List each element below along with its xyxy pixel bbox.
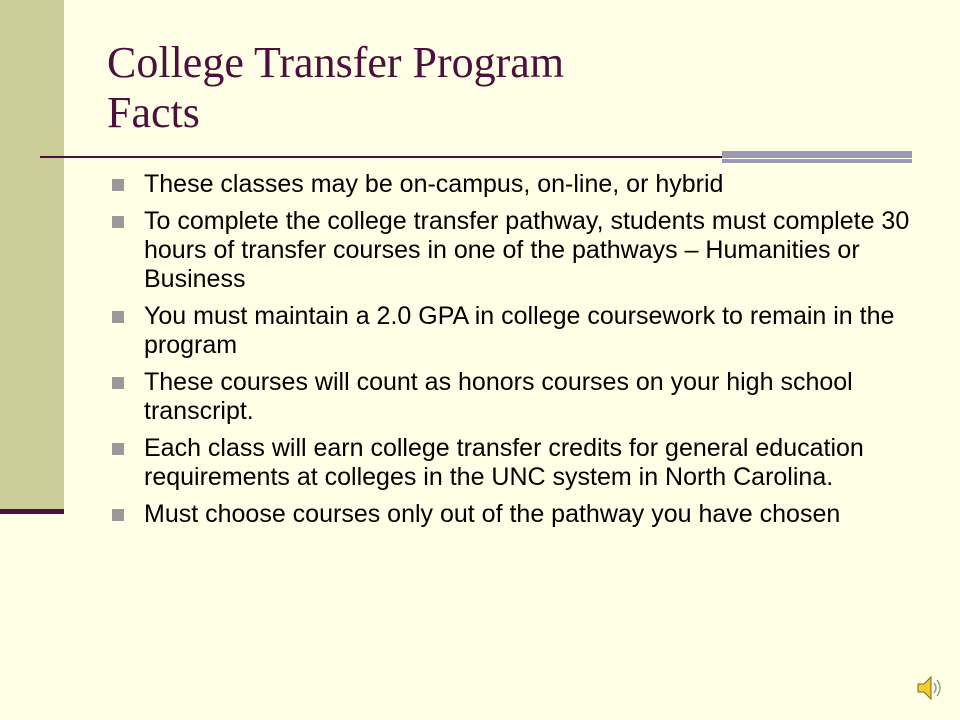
bullet-list bbox=[112, 170, 912, 537]
square-bullet-icon bbox=[112, 216, 124, 228]
slide-title bbox=[107, 38, 564, 138]
list-item bbox=[112, 170, 912, 199]
slide-title-line-1: College Transfer Program bbox=[107, 38, 565, 87]
bullet-text: These courses will count as honors courses on your high school transcript. bbox=[144, 368, 853, 425]
list-item bbox=[112, 207, 912, 294]
list-item bbox=[112, 500, 912, 529]
slide-title-line-2: Facts bbox=[107, 88, 200, 137]
title-accent-bar bbox=[722, 151, 912, 158]
list-item bbox=[112, 302, 912, 360]
square-bullet-icon bbox=[112, 509, 124, 521]
list-item bbox=[112, 434, 912, 492]
list-item bbox=[112, 368, 912, 426]
speaker-icon[interactable] bbox=[915, 673, 945, 703]
square-bullet-icon bbox=[112, 311, 124, 323]
square-bullet-icon bbox=[112, 377, 124, 389]
bullet-text: You must maintain a 2.0 GPA in college coursework to remain in the program bbox=[144, 302, 895, 359]
bullet-text: These classes may be on-campus, on-line, or hybrid bbox=[144, 170, 724, 198]
left-band-rule bbox=[0, 509, 64, 514]
square-bullet-icon bbox=[112, 443, 124, 455]
bullet-text: Must choose courses only out of the pathway you have chosen bbox=[144, 500, 841, 528]
bullet-text: Each class will earn college transfer credits for general education requirements at colleges in the UNC system in North Carolina. bbox=[144, 434, 864, 491]
square-bullet-icon bbox=[112, 179, 124, 191]
left-decorative-band bbox=[0, 0, 64, 512]
title-accent-bar-lower bbox=[722, 159, 912, 163]
bullet-text: To complete the college transfer pathway, students must complete 30 hours of transfer courses in one of the pathways – Humanities or Business bbox=[144, 207, 910, 293]
